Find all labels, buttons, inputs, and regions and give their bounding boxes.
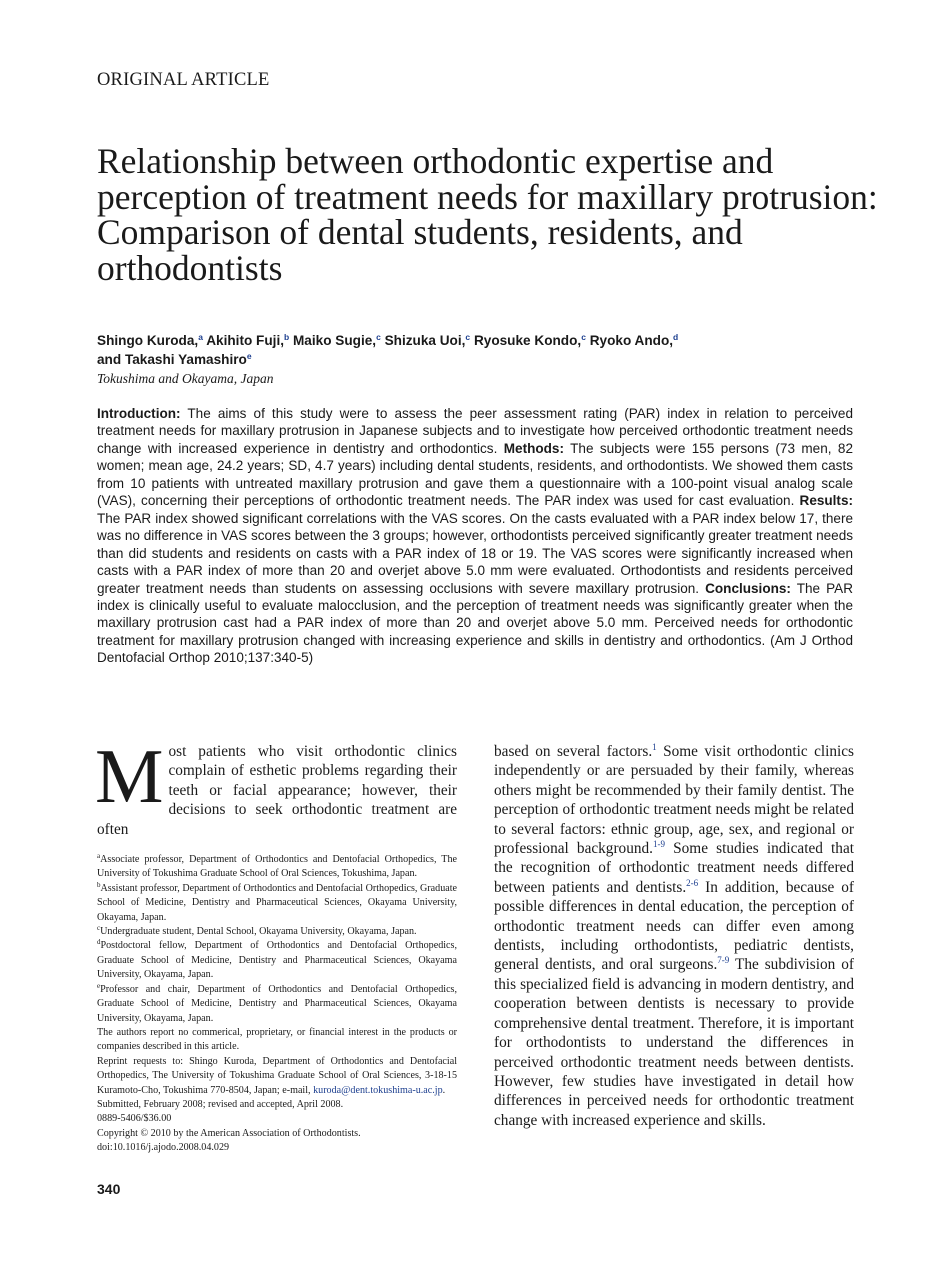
footnote-text: Assistant professor, Department of Orthodontics and Dentofacial Orthopedics, Graduate School of Medicine, Dentistry and Pharmaceutical Sciences, Okayama University, Okayama, Japan. [97, 882, 457, 923]
author-affiliation-mark: c [465, 332, 471, 342]
author-affiliation-mark: c [581, 332, 586, 342]
footnote-text: Postdoctoral fellow, Department of Orthodontics and Dentofacial Orthopedics, Graduate School of Medicine, Dentistry and Pharmaceutical Sciences, Okayama University, Okayama, Japan. [97, 940, 457, 981]
body-text: The subdivision of this specialized field is advancing in modern dentistry, and cooperation between dentists is necessary to provide comprehensive dental treatment. Therefore, it is important for orthodontists to understand the differences in perceived orthodontic treatment needs between dentists. However, few studies have investigated in detail how differences in perceived needs for orthodontic treatment change with increased experience and skills. [494, 956, 854, 1129]
abstract-results-text: The PAR index showed significant correlations with the VAS scores. On the casts evaluated with a PAR index below 17, there was no difference in VAS scores between the 3 groups; however, orthodontists perceived significantly greater treatment needs than did students and residents on casts with a PAR index of 18 or 19. The VAS scores were significantly increased when casts with a PAR index of more than 20 and overjet above 5.0 mm were evaluated. Orthodontists and residents perceived greater treatment needs than students on assessing occlusions with severe maxillary protrusion. [97, 510, 853, 596]
footnote-mark: a [97, 852, 101, 861]
reprint-requests [97, 1055, 457, 1098]
issn: 0889-5406/$36.00 [97, 1113, 172, 1125]
footnotes [97, 853, 457, 1156]
footnote-mark: d [97, 938, 101, 947]
author-affiliation-mark: b [284, 332, 290, 342]
abstract [97, 405, 853, 667]
abstract-introduction-label: Introduction: [97, 406, 181, 421]
body-text: Some visit orthodontic clinics independently or are persuaded by their family, whereas others might be recommended by their family dentist. The perception of orthodontic treatment needs might be related to several factors: ethnic group, age, sex, and regional or professional background. [494, 743, 854, 858]
body-text: based on several factors. [494, 743, 653, 760]
footnote-text: Associate professor, Department of Orthodontics and Dentofacial Orthopedics, The University of Tokushima Graduate School of Oral Sciences, Tokushima, Japan. [97, 854, 457, 880]
author-affiliation-mark: d [673, 332, 679, 342]
abstract-results-label: Results: [799, 493, 853, 509]
author-name: Ryosuke Kondo, [473, 333, 582, 348]
author-list [97, 331, 857, 369]
submission-dates: Submitted, February 2008; revised and accepted, April 2008. [97, 1098, 344, 1110]
copyright: Copyright © 2010 by the American Association of Orthodontists. [97, 1127, 361, 1139]
section-label: ORIGINAL ARTICLE [97, 70, 270, 90]
reprint-end: . [442, 1084, 446, 1096]
footnote-a [97, 853, 457, 882]
footnote-e [97, 983, 457, 1026]
doi: doi:10.1016/j.ajodo.2008.04.029 [97, 1142, 230, 1154]
citation-link[interactable]: 1-9 [652, 839, 665, 850]
footnote-mark: b [97, 880, 101, 889]
author-affiliation-mark: a [198, 332, 203, 342]
author-name: Shingo Kuroda, [97, 333, 199, 348]
footnote-b [97, 882, 457, 925]
drop-cap: M [95, 733, 164, 819]
footnote-c [97, 925, 457, 939]
citation-link[interactable]: 2-6 [686, 877, 699, 888]
disclosure-statement: The authors report no commerical, proprietary, or financial interest in the products or companies described in this article. [97, 1026, 457, 1053]
footnote-mark: c [97, 924, 101, 933]
email-link[interactable]: kuroda@dent.tokushima-u.ac.jp [313, 1084, 443, 1096]
abstract-introduction-text: The aims of this study were to assess the peer assessment rating (PAR) index in relation to perceived treatment needs for maxillary protrusion in Japanese subjects and to investigate how perceived orthodontic treatment needs change with increased experience in dentistry and orthodontics. [97, 406, 853, 456]
body-text: In addition, because of possible differences in dental education, the perception of orthodontic treatment needs can differ even among dentists, including orthodontists, pediatric dentists, general dentists, and oral surgeons. [494, 878, 854, 974]
body-text: Some studies indicated that the recognition of orthodontic treatment needs differed between patients and dentists. [494, 840, 854, 896]
author-location: Tokushima and Okayama, Japan [97, 371, 274, 386]
intro-paragraph [95, 733, 457, 839]
abstract-conclusions-text: The PAR index is clinically useful to evaluate malocclusion, and the perception of treatment needs was significantly greater when the maxillary protrusion cast had a PAR index of more than 20 and overjet above 5.0 mm. Perceived needs for orthodontic treatment for maxillary protrusion changed with increasing experience and skills in dentistry and orthodontics. (Am J Orthod Dentofacial Orthop 2010;137:340-5) [97, 580, 853, 666]
abstract-conclusions-label: Conclusions: [705, 580, 791, 596]
page-number: 340 [97, 1181, 121, 1197]
abstract-methods-text: The subjects were 155 persons (73 men, 82 women; mean age, 24.2 years; SD, 4.7 years) including dental students, residents, and orthodontists. We showed them casts from 10 patients with untreated maxillary protrusion and gave them a questionnaire with a 100-point visual analog scale (VAS), concerning their perceptions of orthodontic treatment needs. The PAR index was used for cast evaluation. [97, 440, 853, 509]
abstract-methods-label: Methods: [503, 440, 564, 456]
footnote-d [97, 939, 457, 982]
citation-link[interactable]: 7-9 [717, 955, 730, 966]
left-column [95, 733, 457, 1156]
footnote-mark: e [97, 981, 101, 990]
author-name: and Takashi Yamashiro [97, 352, 247, 367]
right-column-paragraph [494, 742, 854, 1130]
author-name: Akihito Fuji, [206, 333, 284, 348]
author-name: Shizuka Uoi, [384, 333, 466, 348]
author-name: Maiko Sugie, [292, 333, 377, 348]
author-affiliation-mark: c [376, 332, 381, 342]
article-title: Relationship between orthodontic expertise and perception of treatment needs for maxillary protrusion: Comparison of dental students, residents, and orthodontists [97, 141, 878, 288]
footnote-text: Undergraduate student, Dental School, Okayama University, Okayama, Japan. [100, 926, 417, 938]
footnote-text: Professor and chair, Department of Orthodontics and Dentofacial Orthopedics, Graduate School of Medicine, Dentistry and Pharmaceutical Sciences, Okayama University, Okayama, Japan. [97, 983, 457, 1024]
intro-text: ost patients who visit orthodontic clinics complain of esthetic problems regarding their teeth or facial appearance; however, their decisions to seek orthodontic treatment are often [97, 743, 457, 838]
author-name: Ryoko Ando, [589, 333, 674, 348]
citation-link[interactable]: 1 [652, 742, 657, 752]
author-affiliation-mark: e [246, 351, 252, 361]
reprint-text: Reprint requests to: Shingo Kuroda, Department of Orthodontics and Dentofacial Orthopedics, The University of Tokushima Graduate School of Oral Sciences, 3-18-15 Kuramoto-Cho, Tokushima 770-8504, Japan; e-mail, [97, 1055, 457, 1096]
